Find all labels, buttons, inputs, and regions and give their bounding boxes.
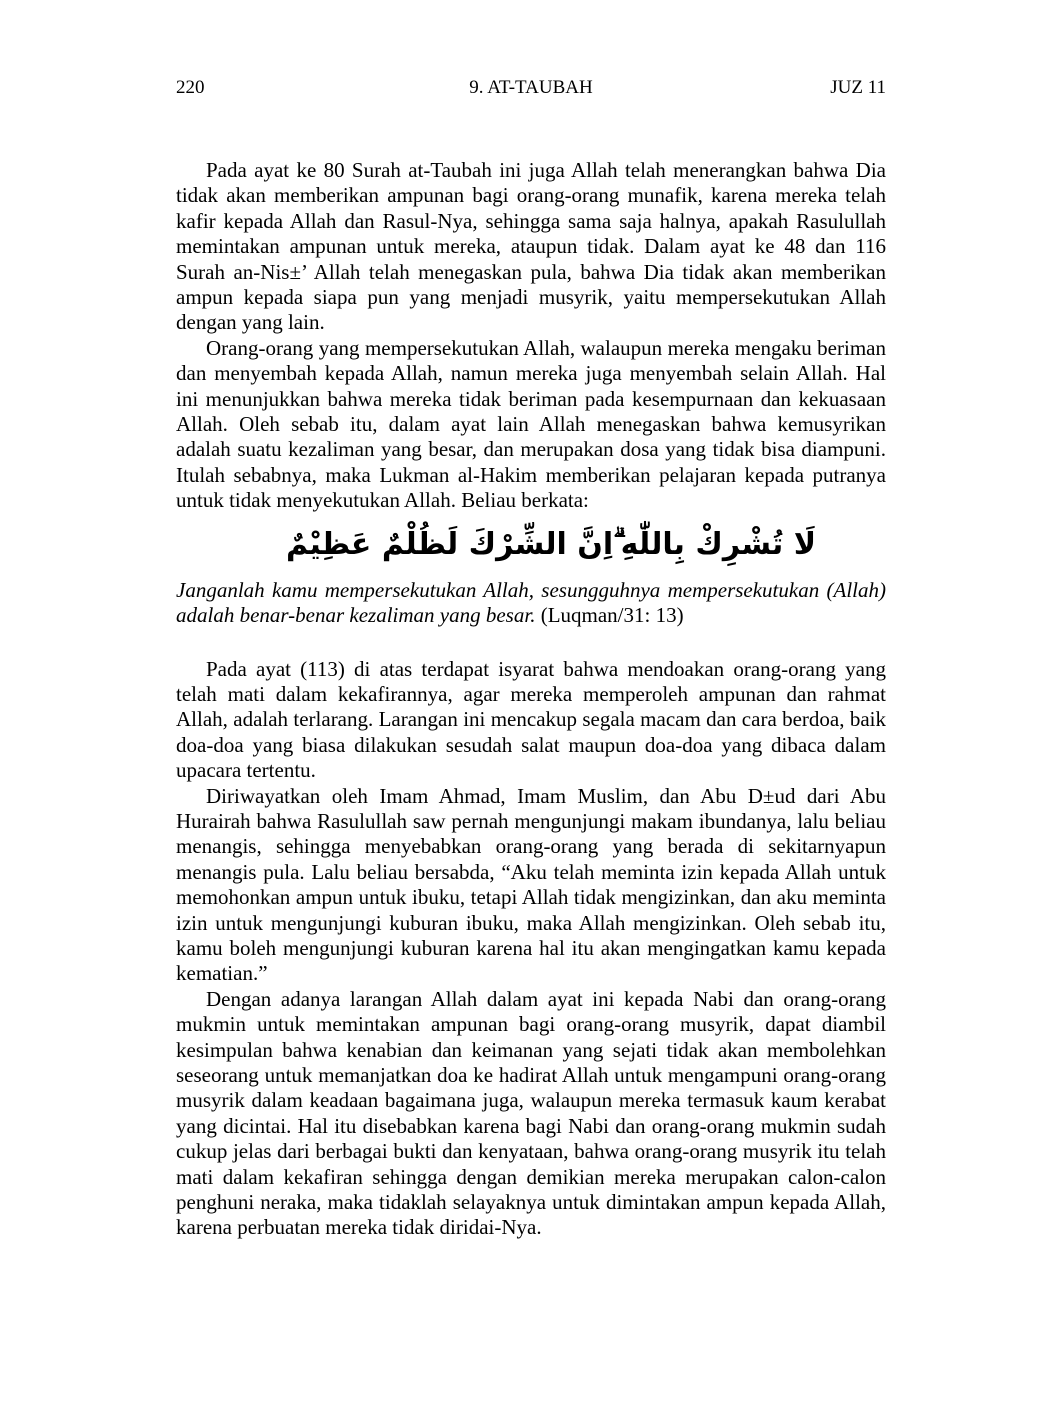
arabic-verse: لَا تُشْرِكْ بِاللّٰهِ ۗاِنَّ الشِّرْكَ لَظُلْمٌ عَظِيْمٌ xyxy=(285,526,817,562)
page-header xyxy=(176,74,886,102)
translation-text: Janganlah kamu mempersekutukan Allah, sesungguhnya mempersekutukan (Allah) adalah benar-benar kezaliman yang besar. xyxy=(176,577,886,628)
section-gap xyxy=(176,629,886,657)
arabic-verse-block xyxy=(176,520,886,570)
page-number: 220 xyxy=(176,77,205,98)
juz-label: JUZ 11 xyxy=(830,77,886,98)
paragraph-3: Pada ayat (113) di atas terdapat isyarat bahwa mendoakan orang-orang yang telah mati dalam kekafirannya, agar mereka memperoleh ampunan dan rahmat Allah, adalah terlarang. Larangan ini mencakup segala macam dan cara berdoa, baik doa-doa yang biasa dilakukan sesudah salat maupun doa-doa yang dibaca dalam upacara tertentu. xyxy=(176,656,886,783)
verse-reference: (Luqman/31: 13) xyxy=(540,603,684,628)
paragraph-1: Pada ayat ke 80 Surah at-Taubah ini juga Allah telah menerangkan bahwa Dia tidak akan memberikan ampunan bagi orang-orang munafik, karena mereka telah kafir kepada Allah dan Rasul-Nya, sehingga sama saja halnya, apakah Rasulullah memintakan ampunan untuk mereka, ataupun tidak. Dalam ayat ke 48 dan 116 Surah an-Nis±’ Allah telah menegaskan pula, bahwa Dia tidak akan memberikan ampun kepada siapa pun yang menjadi musyrik, yaitu mempersekutukan Allah dengan yang lain. xyxy=(176,158,886,335)
body-text xyxy=(176,158,886,1241)
paragraph-5: Dengan adanya larangan Allah dalam ayat ini kepada Nabi dan orang-orang mukmin untuk memintakan ampunan bagi orang-orang musyrik, dapat diambil kesimpulan bahwa kenabian dan keimanan yang sejati tidak akan membolehkan seseorang untuk memanjatkan doa ke hadirat Allah untuk mengampuni orang-orang musyrik dalam keadaan bagaimana juga, walaupun mereka termasuk kaum kerabat yang dicintai. Hal itu disebabkan karena bagi Nabi dan orang-orang mukmin sudah cukup jelas dari berbagai bukti dan kenyataan, bahwa orang-orang musyrik itu telah mati dalam kekafiran sehingga dengan demikian mereka merupakan calon-calon penghuni neraka, maka tidaklah selayaknya untuk dimintakan ampun kepada Allah, karena perbuatan mereka tidak diridai-Nya. xyxy=(176,986,886,1240)
chapter-title: 9. AT-TAUBAH xyxy=(469,77,593,98)
paragraph-4: Diriwayatkan oleh Imam Ahmad, Imam Muslim, dan Abu D±ud dari Abu Hurairah bahwa Rasulullah saw pernah mengunjungi makam ibundanya, lalu beliau menangis, sehingga menyebabkan orang-orang yang berada di sekitarnyapun menangis pula. Lalu beliau bersabda, “Aku telah meminta izin kepada Allah untuk memohonkan ampun untuk ibuku, tetapi Allah tidak mengizinkan, dan aku meminta izin untuk mengunjungi kuburan ibuku, maka Allah mengizinkan. Oleh sebab itu, kamu boleh mengunjungi kuburan karena hal itu akan mengingatkan kamu kepada kematian.” xyxy=(176,783,886,986)
paragraph-2: Orang-orang yang mempersekutukan Allah, walaupun mereka mengaku beriman dan menyembah kepada Allah, namun mereka juga menyembah selain Allah. Hal ini menunjukkan bahwa mereka tidak beriman pada kesempurnaan dan kekuasaan Allah. Oleh sebab itu, dalam ayat lain Allah menegaskan bahwa kemusyrikan adalah suatu kezaliman yang besar, dan merupakan dosa yang tidak bisa diampuni. Itulah sebabnya, maka Lukman al-Hakim memberikan pelajaran kepada putranya untuk tidak menyekutukan Allah. Beliau berkata: xyxy=(176,335,886,513)
verse-translation xyxy=(176,578,886,629)
